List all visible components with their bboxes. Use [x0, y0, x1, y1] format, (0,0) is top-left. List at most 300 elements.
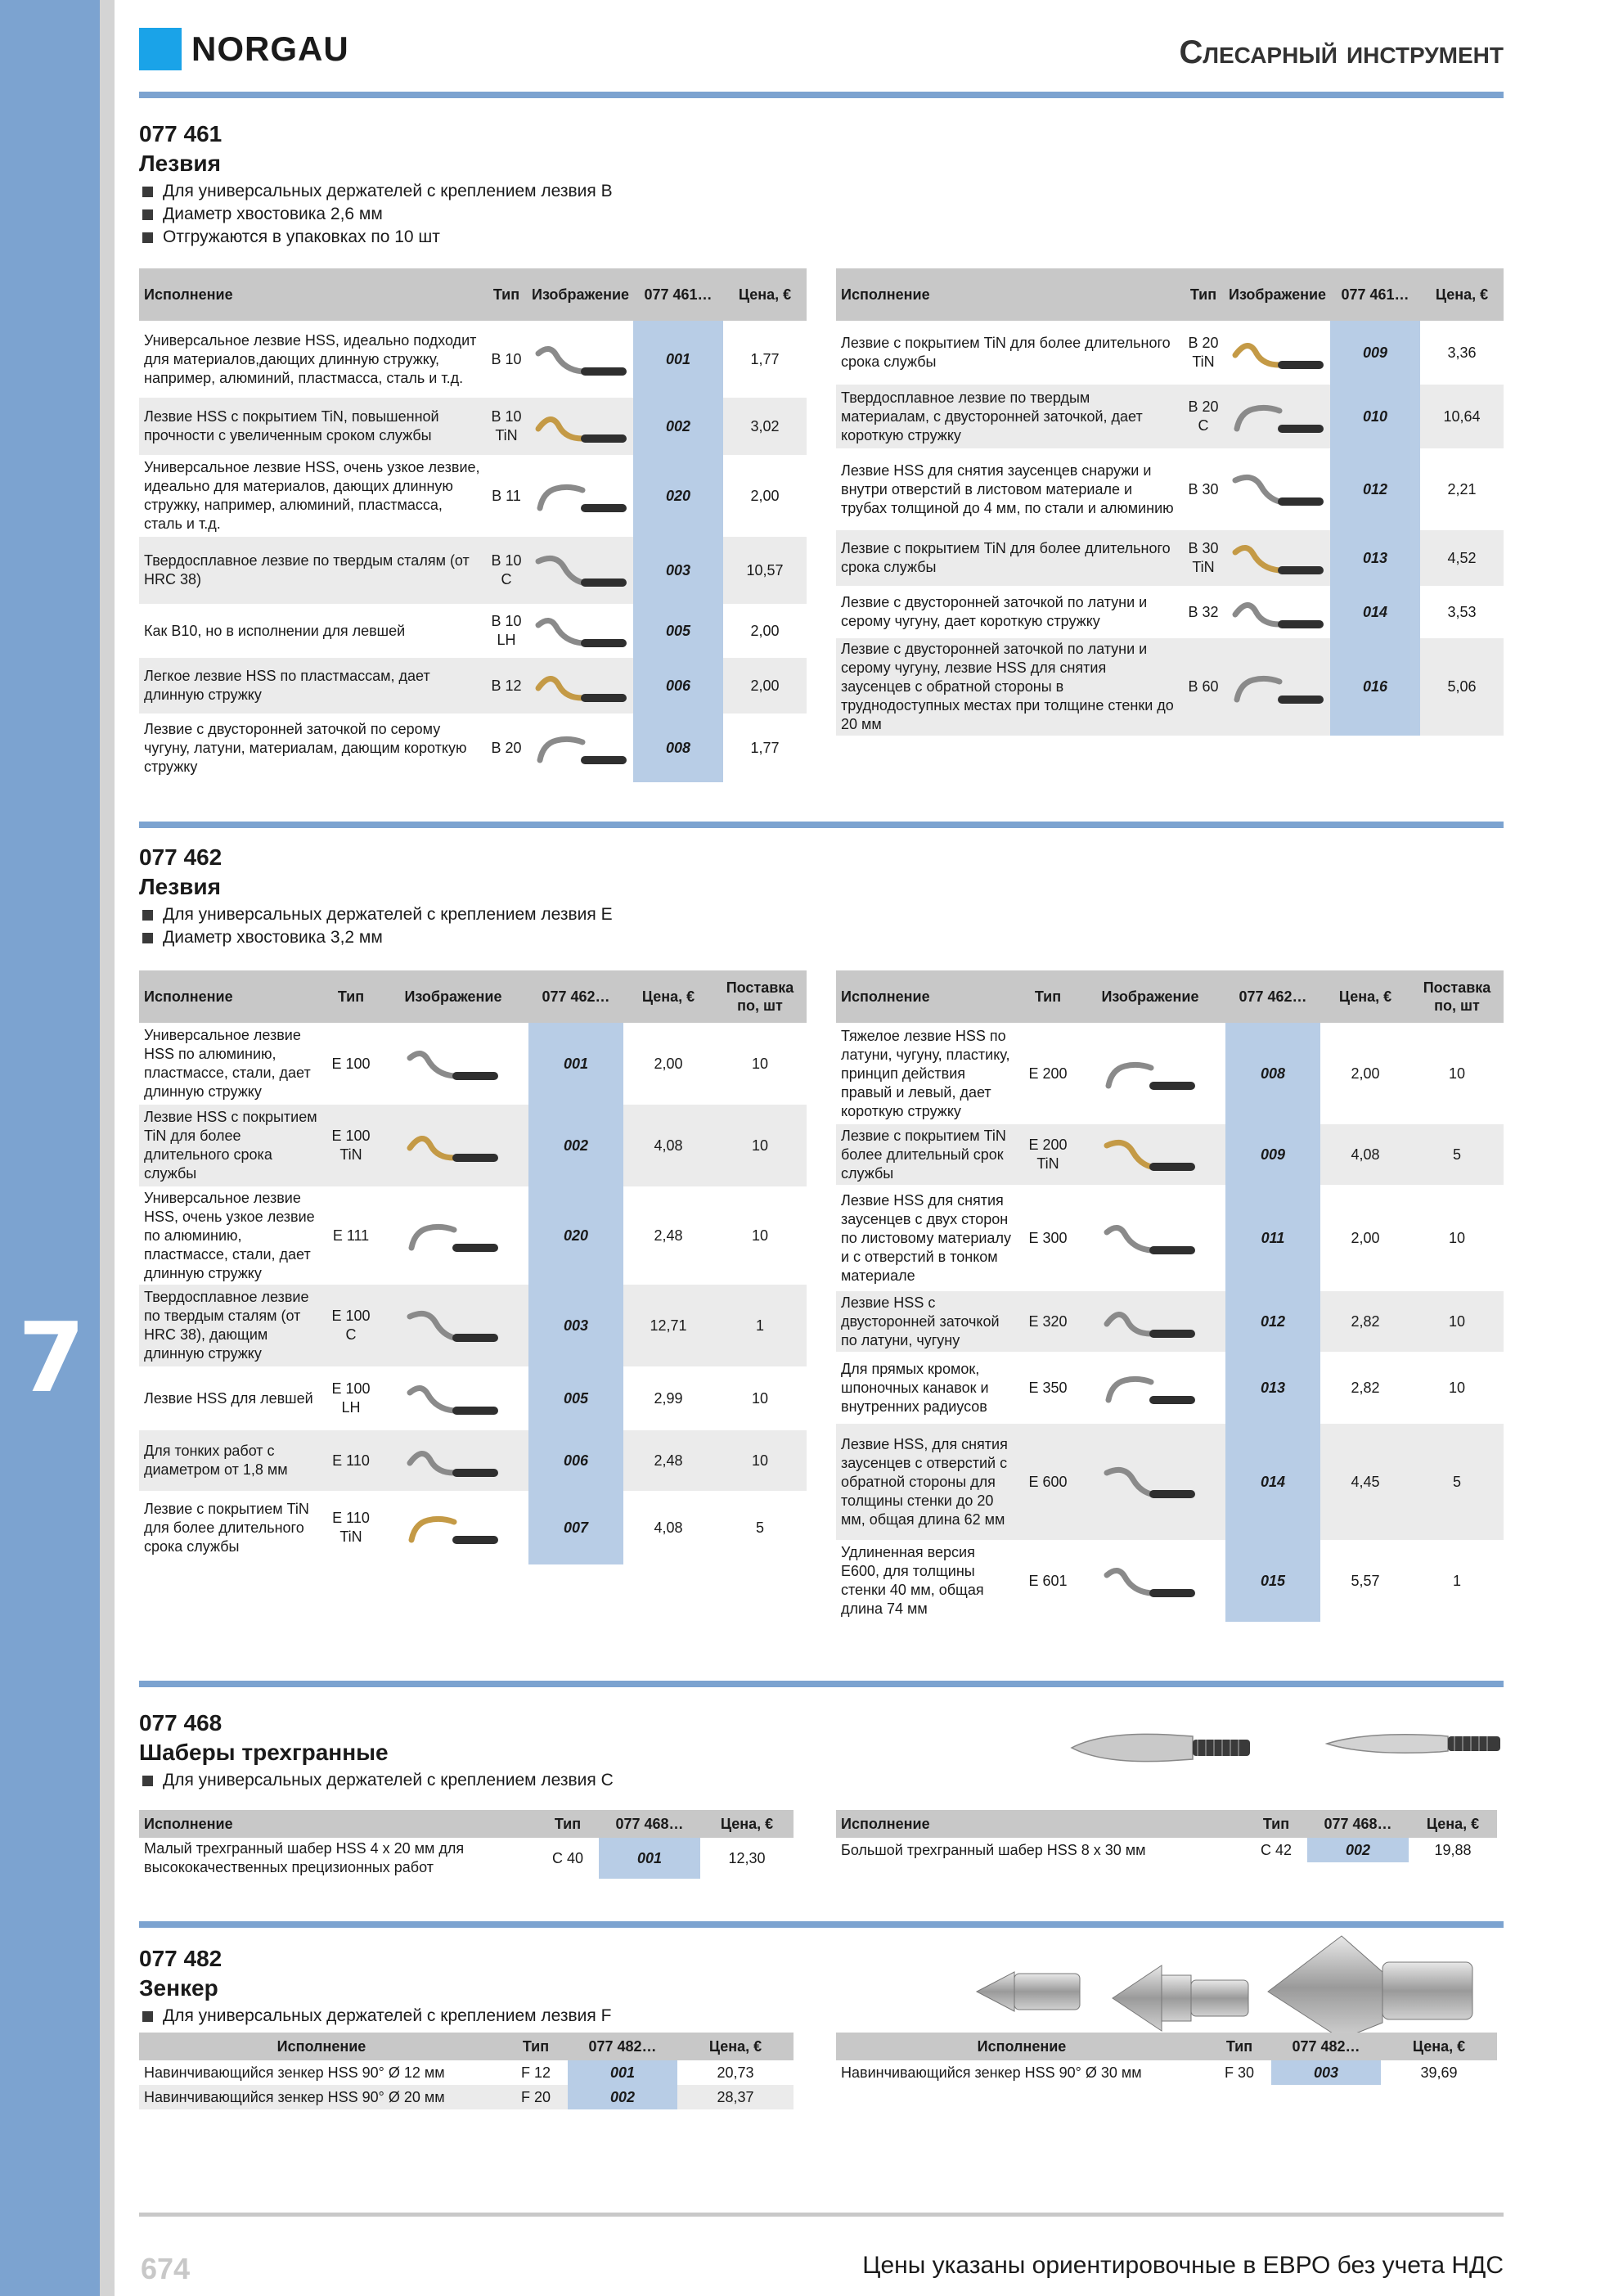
image-cell [378, 1105, 528, 1186]
price-cell: 28,37 [677, 2085, 794, 2109]
image-cell [1224, 530, 1330, 586]
blade-image [1229, 332, 1329, 373]
col-header: Поставка по, шт [713, 970, 807, 1023]
type-cell: E 110 [324, 1430, 378, 1491]
type-cell: B 30 [1188, 480, 1219, 497]
section-name: Лезвия [139, 874, 221, 899]
type-cell: B 12 [486, 658, 527, 714]
article-code-cell: 001 [568, 2060, 677, 2085]
description-cell: Лезвие с двусторонней заточкой по латуни и серому чугуну, лезвие HSS для снятия заусенцев с обратной стороны в труднодоступных местах при толщине стенки до 20 мм [836, 638, 1183, 736]
section-name: Шаберы трехгранные [139, 1740, 389, 1765]
table-row [836, 1838, 1497, 1862]
col-header: Исполнение [139, 1810, 537, 1838]
col-header: Изображение [1075, 970, 1225, 1023]
pack-qty-cell: 5 [1410, 1124, 1504, 1185]
table-row [836, 385, 1504, 448]
article-code-cell: 002 [633, 398, 723, 455]
price-cell: 12,71 [623, 1285, 713, 1366]
image-cell [1075, 1023, 1225, 1124]
table-row [836, 1185, 1504, 1291]
article-code-cell: 012 [1330, 448, 1420, 530]
description-cell: Лезвие с двусторонней заточкой по серому чугуну, латуни, материалам, дающим короткую стружку [144, 720, 467, 775]
blade-image [1100, 1367, 1200, 1408]
blade-image [532, 727, 632, 768]
article-code-cell: 016 [1330, 638, 1420, 736]
col-header: Исполнение [139, 970, 324, 1023]
blade-image [1229, 667, 1329, 708]
price-cell: 1,77 [750, 350, 780, 367]
type-cell: C 40 [551, 1849, 584, 1866]
image-cell [527, 321, 633, 398]
table-row [836, 1291, 1504, 1352]
price-cell: 2,82 [1320, 1291, 1410, 1352]
type-cell: B 32 [1188, 603, 1219, 620]
pack-qty-cell: 10 [1448, 1065, 1466, 1082]
image-cell [527, 398, 633, 455]
chapter-sidebar [0, 0, 100, 2296]
pack-qty-cell: 10 [713, 1430, 807, 1491]
blade-image [1100, 1218, 1200, 1258]
description-cell: Лезвие HSS для снятия заусенцев снаружи и внутри отверстий в листовом материале и трубах толщиной до 4 мм, по стали и алюминию [841, 461, 1174, 516]
bullet-item: Для универсальных держателей с креплением лезвия F [142, 2005, 611, 2028]
pack-qty-cell: 1 [713, 1285, 807, 1366]
bullet-item: Для универсальных держателей с креплением лезвия B [142, 180, 613, 203]
article-code-cell: 003 [1271, 2060, 1381, 2085]
bullet-item: Диаметр хвостовика 3,2 мм [142, 926, 613, 949]
article-code-cell: 003 [633, 537, 723, 604]
pack-qty-cell: 1 [1452, 1572, 1461, 1589]
image-cell [1224, 638, 1330, 736]
blade-image [532, 665, 632, 706]
image-cell [378, 1366, 528, 1430]
pack-qty-cell: 10 [751, 1389, 769, 1407]
col-header: Тип [1245, 1810, 1307, 1838]
description-cell: Как B10, но в исполнении для левшей [144, 622, 406, 639]
type-cell: E 300 [1028, 1229, 1068, 1246]
type-cell: E 100 [331, 1055, 371, 1072]
table-row [139, 537, 807, 604]
table-row [836, 1023, 1504, 1124]
footer-rule [139, 2213, 1504, 2217]
type-cell: B 11 [492, 487, 521, 504]
table-row [139, 455, 807, 537]
table-row [836, 1424, 1504, 1540]
price-cell: 10,57 [723, 537, 807, 604]
type-cell: B 60 [1183, 638, 1224, 736]
blade-image [532, 475, 632, 516]
price-cell: 2,48 [654, 1227, 683, 1244]
table-row [139, 604, 807, 658]
blades-b-table-right [836, 268, 1504, 736]
col-header: Исполнение [836, 268, 1183, 321]
col-header: Тип [504, 2033, 568, 2060]
blade-image [532, 550, 632, 591]
description-cell: Лезвие HSS, для снятия заусенцев с отверстий с обратной стороны для толщины стенки до 20 мм, общая длина 62 мм [836, 1424, 1021, 1540]
col-header: Цена, € [1381, 2033, 1497, 2060]
price-cell: 20,73 [717, 2064, 754, 2081]
col-header: Тип [486, 268, 527, 321]
blade-image [1229, 396, 1329, 437]
image-cell [1224, 586, 1330, 638]
type-cell: E 200 TiN [1021, 1124, 1075, 1185]
table-row [139, 1285, 807, 1366]
brand-name: NORGAU [191, 29, 349, 68]
brand-logo [139, 28, 349, 70]
price-cell: 5,06 [1420, 638, 1504, 736]
description-cell: Удлиненная версия E600, для толщины стенки 40 мм, общая длина 74 мм [841, 1544, 984, 1617]
section-rule [139, 822, 1504, 828]
article-code-cell: 012 [1225, 1291, 1320, 1352]
blade-image [403, 1305, 503, 1346]
section-code: 077 468 [139, 1710, 223, 1736]
description-cell: Универсальное лезвие HSS, очень узкое лезвие, идеально для материалов, дающих длинную стружку, например, алюминий, пластмасса, сталь и т.д. [144, 459, 480, 532]
price-cell: 2,48 [623, 1430, 713, 1491]
pack-qty-cell: 10 [1410, 1291, 1504, 1352]
table-row [139, 1366, 807, 1430]
blade-image [403, 1125, 503, 1166]
type-cell: B 20 TiN [1188, 335, 1219, 370]
image-cell [1075, 1540, 1225, 1622]
section-bullets [142, 903, 613, 949]
image-cell [378, 1186, 528, 1285]
description-cell: Лезвие с покрытием TiN для более длительного срока службы [144, 1500, 309, 1555]
article-code-cell: 001 [599, 1838, 700, 1879]
price-cell: 2,00 [750, 487, 780, 504]
price-cell: 2,00 [1351, 1229, 1380, 1246]
type-cell: F 30 [1224, 2064, 1255, 2081]
price-cell: 4,45 [1320, 1424, 1410, 1540]
col-header: Цена, € [1409, 1810, 1497, 1838]
section-code: 077 462 [139, 844, 223, 870]
sidebar-divider [100, 0, 115, 2296]
bullet-item: Для универсальных держателей с креплением лезвия E [142, 903, 613, 926]
blade-image [1100, 1461, 1200, 1502]
table-row [139, 321, 807, 398]
article-code-cell: 009 [1225, 1124, 1320, 1185]
price-cell: 2,99 [654, 1389, 683, 1407]
table-row [139, 1838, 794, 1879]
blade-image [1229, 538, 1329, 579]
section-rule [139, 1921, 1504, 1928]
image-cell [1075, 1124, 1225, 1185]
col-header: Цена, € [700, 1810, 794, 1838]
image-cell [1224, 385, 1330, 448]
price-cell: 2,82 [1351, 1379, 1380, 1396]
table-row [836, 448, 1504, 530]
scraper-large-image [1325, 1723, 1505, 1764]
blade-image [1100, 1053, 1200, 1094]
type-cell: E 100 TiN [324, 1105, 378, 1186]
type-cell: B 20 [491, 739, 522, 756]
blades-e-table-right [836, 970, 1504, 1622]
type-cell: B 10 TiN [486, 398, 527, 455]
col-header: Исполнение [836, 970, 1021, 1023]
price-cell: 2,00 [750, 622, 780, 639]
blade-image [1229, 592, 1329, 633]
table-row [836, 1352, 1504, 1424]
price-cell: 1,77 [750, 739, 780, 756]
type-cell: E 320 [1021, 1291, 1075, 1352]
scraper-small-image [1070, 1723, 1255, 1772]
col-header: Цена, € [623, 970, 713, 1023]
type-cell: E 111 [332, 1227, 370, 1244]
article-code-cell: 014 [1330, 586, 1420, 638]
description-cell: Навинчивающийся зенкер HSS 90° Ø 20 мм [139, 2085, 504, 2109]
article-code-cell: 002 [568, 2085, 677, 2109]
price-note: Цены указаны ориентировочные в ЕВРО без учета НДС [862, 2252, 1504, 2279]
section-name: Лезвия [139, 151, 221, 176]
col-header: Изображение [1224, 268, 1330, 321]
image-cell [378, 1430, 528, 1491]
article-code-cell: 003 [528, 1285, 623, 1366]
description-cell: Лезвие HSS с покрытием TiN для более длительного срока службы [139, 1105, 324, 1186]
col-header: Исполнение [139, 2033, 504, 2060]
description-cell: Легкое лезвие HSS по пластмассам, дает длинную стружку [139, 658, 486, 714]
pack-qty-cell: 10 [713, 1105, 807, 1186]
blades-e-table-left [139, 970, 807, 1564]
article-code-cell: 020 [633, 455, 723, 537]
scraper-table-right [836, 1810, 1497, 1862]
table-row [836, 321, 1504, 385]
price-cell: 19,88 [1434, 1841, 1472, 1858]
article-code-cell: 011 [1225, 1185, 1320, 1291]
description-cell: Лезвие HSS для левшей [144, 1389, 313, 1407]
price-cell: 4,52 [1420, 530, 1504, 586]
article-code-cell: 005 [528, 1366, 623, 1430]
section-bullets [142, 1769, 614, 1792]
header-rule [139, 92, 1504, 98]
image-cell [378, 1491, 528, 1564]
article-code-cell: 005 [633, 604, 723, 658]
bullet-item: Диаметр хвостовика 2,6 мм [142, 203, 613, 226]
article-code-cell: 006 [528, 1430, 623, 1491]
description-cell: Твердосплавное лезвие по твердым сталям (от HRC 38) [139, 537, 486, 604]
price-cell: 3,36 [1447, 344, 1477, 361]
pack-qty-cell: 10 [1448, 1229, 1466, 1246]
col-header: 077 468… [1307, 1810, 1409, 1838]
image-cell [1075, 1185, 1225, 1291]
type-cell: E 350 [1028, 1379, 1068, 1396]
price-cell: 39,69 [1420, 2064, 1458, 2081]
bullet-item: Для универсальных держателей с креплением лезвия C [142, 1769, 614, 1792]
section-code: 077 482 [139, 1946, 223, 1971]
type-cell: B 10 [491, 350, 522, 367]
type-cell: E 600 [1021, 1424, 1075, 1540]
article-code-cell: 007 [528, 1491, 623, 1564]
type-cell: C 42 [1260, 1841, 1293, 1858]
description-cell: Малый трехгранный шабер HSS 4 x 20 мм для высококачественных прецизионных работ [144, 1840, 465, 1875]
description-cell: Навинчивающийся зенкер HSS 90° Ø 12 мм [144, 2064, 445, 2081]
table-row [836, 638, 1504, 736]
col-header: 077 461… [633, 268, 723, 321]
col-header: Исполнение [139, 268, 486, 321]
image-cell [1075, 1352, 1225, 1424]
col-header: 077 461… [1330, 268, 1420, 321]
bullet-item: Отгружаются в упаковках по 10 шт [142, 226, 613, 249]
article-code-cell: 014 [1225, 1424, 1320, 1540]
article-code-cell: 010 [1330, 385, 1420, 448]
blade-image [532, 610, 632, 651]
blade-image [403, 1440, 503, 1481]
col-header: Цена, € [723, 268, 807, 321]
chapter-number: 7 [17, 1301, 86, 1414]
countersink-image [973, 1933, 1481, 2039]
image-cell [1075, 1291, 1225, 1352]
price-cell: 2,00 [723, 658, 807, 714]
price-cell: 10,64 [1420, 385, 1504, 448]
blade-image [403, 1043, 503, 1084]
image-cell [527, 604, 633, 658]
section-rule [139, 1681, 1504, 1687]
col-header: Тип [537, 1810, 599, 1838]
description-cell: Лезвие HSS с двусторонней заточкой по латуни, чугуну [836, 1291, 1021, 1352]
description-cell: Универсальное лезвие HSS, очень узкое лезвие по алюминию, пластмассе, стали, дает длинную стружку [144, 1189, 315, 1281]
type-cell: F 20 [504, 2085, 568, 2109]
table-row [139, 398, 807, 455]
col-header: Цена, € [677, 2033, 794, 2060]
table-row [836, 586, 1504, 638]
price-cell: 3,02 [723, 398, 807, 455]
table-row [836, 1540, 1504, 1622]
type-cell: E 110 TiN [332, 1510, 370, 1545]
table-row [139, 2060, 794, 2085]
blade-image [403, 1507, 503, 1548]
table-row [139, 658, 807, 714]
table-row [836, 1124, 1504, 1185]
image-cell [527, 714, 633, 782]
page-number: 674 [141, 2252, 191, 2285]
price-cell: 4,08 [1320, 1124, 1410, 1185]
countersink-table-right [836, 2033, 1497, 2085]
description-cell: Тяжелое лезвие HSS по латуни, чугуну, пластику, принцип действия правый и левый, дает короткую стружку [841, 1027, 1010, 1119]
table-row [139, 1023, 807, 1105]
description-cell: Твердосплавное лезвие по твердым материалам, с двусторонней заточкой, дает короткую стружку [836, 385, 1183, 448]
pack-qty-cell: 5 [755, 1519, 764, 1536]
article-code-cell: 001 [528, 1023, 623, 1105]
section-code: 077 461 [139, 121, 223, 146]
description-cell: Лезвие HSS для снятия заусенцев с двух сторон по листовому материалу и с отверстий в тонком материале [841, 1191, 1011, 1284]
blade-image [403, 1215, 503, 1256]
pack-qty-cell: 10 [751, 1055, 769, 1072]
image-cell [527, 537, 633, 604]
section-name: Зенкер [139, 1975, 218, 2001]
article-code-cell: 001 [633, 321, 723, 398]
image-cell [527, 658, 633, 714]
col-header: Цена, € [1420, 268, 1504, 321]
table-row [836, 530, 1504, 586]
description-cell: Для прямых кромок, шпоночных канавок и внутренних радиусов [841, 1360, 989, 1415]
col-header: Тип [1183, 268, 1224, 321]
article-code-cell: 008 [1225, 1023, 1320, 1124]
description-cell: Большой трехгранный шабер HSS 8 x 30 мм [841, 1841, 1146, 1858]
image-cell [1224, 321, 1330, 385]
type-cell: E 100 LH [331, 1380, 371, 1416]
type-cell: F 12 [520, 2064, 551, 2081]
image-cell [378, 1285, 528, 1366]
description-cell: Лезвие с покрытием TiN для более длительного срока службы [836, 530, 1183, 586]
description-cell: Лезвие HSS с покрытием TiN, повышенной прочности с увеличенным сроком службы [139, 398, 486, 455]
article-code-cell: 002 [1307, 1838, 1409, 1862]
col-header: Тип [324, 970, 378, 1023]
description-cell: Лезвие с двусторонней заточкой по латуни и серому чугуну, дает короткую стружку [841, 594, 1148, 629]
article-code-cell: 020 [528, 1186, 623, 1285]
description-cell: Лезвие с покрытием TiN более длительный срок службы [836, 1124, 1021, 1185]
price-cell: 5,57 [1351, 1572, 1380, 1589]
type-cell: E 200 [1028, 1065, 1068, 1082]
article-code-cell: 015 [1225, 1540, 1320, 1622]
article-code-cell: 006 [633, 658, 723, 714]
price-cell: 4,08 [654, 1519, 683, 1536]
article-code-cell: 013 [1330, 530, 1420, 586]
image-cell [378, 1023, 528, 1105]
col-header: Исполнение [836, 1810, 1245, 1838]
section-bullets [142, 2005, 611, 2028]
logo-square-icon [139, 28, 182, 70]
section-bullets [142, 180, 613, 249]
article-code-cell: 002 [528, 1105, 623, 1186]
type-cell: B 20 C [1183, 385, 1224, 448]
type-cell: E 601 [1028, 1572, 1068, 1589]
blade-image [1100, 1301, 1200, 1342]
blade-image [1100, 1560, 1200, 1601]
image-cell [527, 455, 633, 537]
col-header: Тип [1207, 2033, 1271, 2060]
article-code-cell: 013 [1225, 1352, 1320, 1424]
col-header: Исполнение [836, 2033, 1207, 2060]
col-header: Цена, € [1320, 970, 1410, 1023]
col-header: 077 482… [1271, 2033, 1381, 2060]
blade-image [532, 406, 632, 447]
blade-image [403, 1378, 503, 1419]
type-cell: B 10 C [486, 537, 527, 604]
description-cell: Универсальное лезвие HSS, идеально подходит для материалов,дающих длинную стружку, например, алюминий, пластмасса, сталь и т.д. [144, 331, 477, 386]
table-row [139, 1105, 807, 1186]
table-row [139, 2085, 794, 2109]
col-header: 077 462… [1225, 970, 1320, 1023]
col-header: Тип [1021, 970, 1075, 1023]
price-cell: 2,00 [654, 1055, 683, 1072]
table-row [139, 1430, 807, 1491]
description-cell: Для тонких работ с диаметром от 1,8 мм [139, 1430, 324, 1491]
col-header: 077 482… [568, 2033, 677, 2060]
type-cell: E 100 C [324, 1285, 378, 1366]
price-cell: 12,30 [728, 1849, 766, 1866]
col-header: 077 462… [528, 970, 623, 1023]
description-cell: Твердосплавное лезвие по твердым сталям (от HRC 38), дающим длинную стружку [139, 1285, 324, 1366]
description-cell: Лезвие с покрытием TiN для более длительного срока службы [841, 335, 1171, 370]
image-cell [1224, 448, 1330, 530]
blade-image [1100, 1134, 1200, 1175]
price-cell: 2,00 [1351, 1065, 1380, 1082]
article-code-cell: 008 [633, 714, 723, 782]
pack-qty-cell: 10 [1448, 1379, 1466, 1396]
table-row [836, 2060, 1497, 2085]
description-cell: Универсальное лезвие HSS по алюминию, пластмассе, стали, дает длинную стружку [144, 1027, 311, 1100]
table-row [139, 1186, 807, 1285]
col-header: 077 468… [599, 1810, 700, 1838]
blade-image [1229, 469, 1329, 510]
table-row [139, 714, 807, 782]
type-cell: B 30 TiN [1183, 530, 1224, 586]
scraper-table-left [139, 1810, 794, 1879]
blade-image [532, 339, 632, 380]
description-cell: Навинчивающийся зенкер HSS 90° Ø 30 мм [841, 2064, 1142, 2081]
article-code-cell: 009 [1330, 321, 1420, 385]
col-header: Поставка по, шт [1410, 970, 1504, 1023]
countersink-table-left [139, 2033, 794, 2109]
page-title: Слесарный инструмент [1179, 34, 1504, 70]
col-header: Изображение [527, 268, 633, 321]
